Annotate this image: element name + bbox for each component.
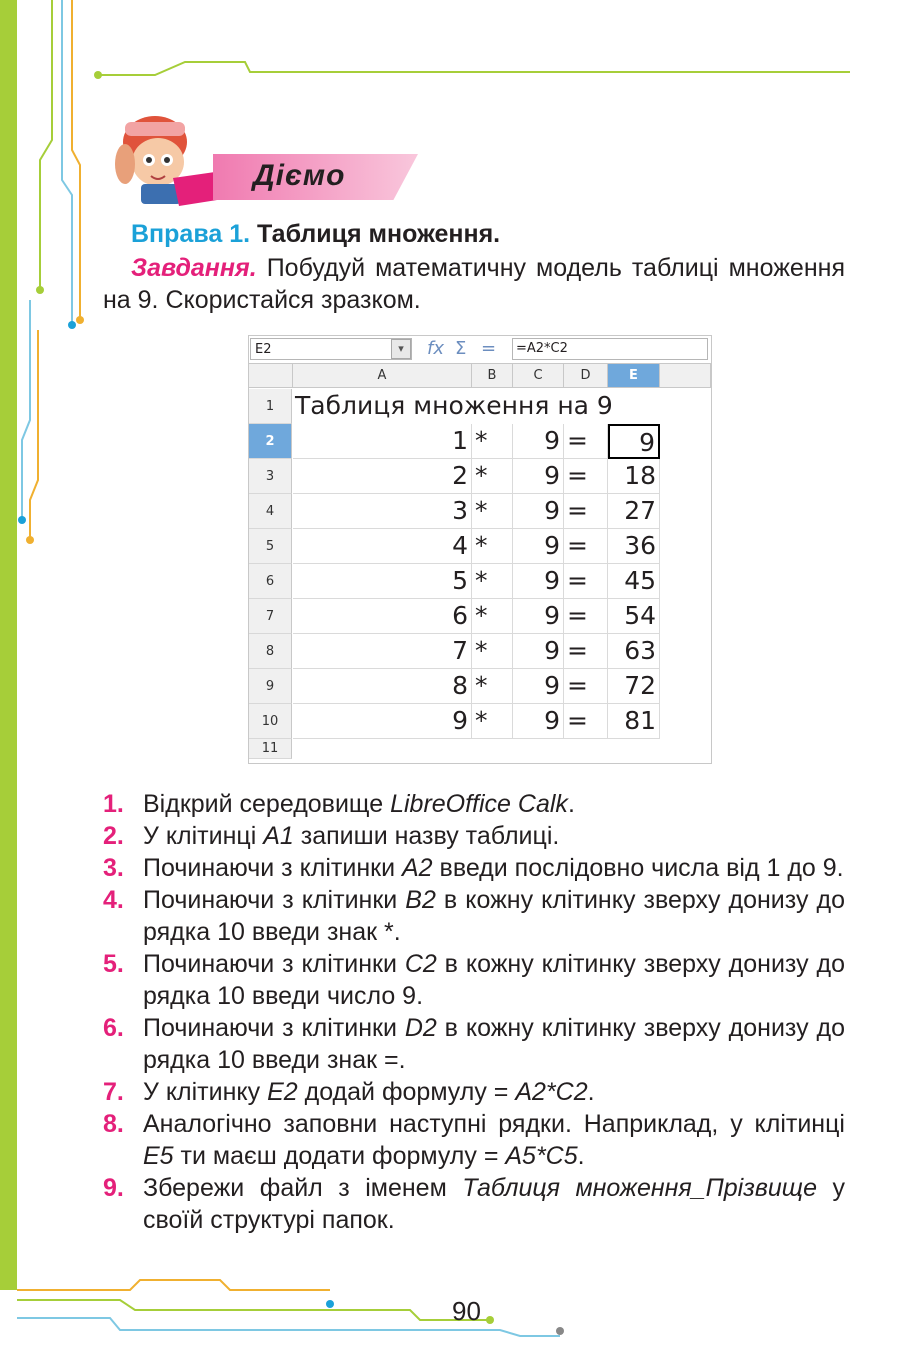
row-header-10[interactable]: 10 — [249, 704, 292, 739]
cell-a7[interactable]: 6 — [293, 599, 472, 634]
cell-d3[interactable]: = — [564, 459, 608, 494]
exercise-heading — [131, 220, 500, 249]
step-text — [143, 948, 845, 1012]
step-text — [143, 1076, 845, 1108]
row-header-2[interactable]: 2 — [249, 424, 292, 459]
row-header-5[interactable]: 5 — [249, 529, 292, 564]
step-item — [103, 1076, 845, 1108]
row-header-9[interactable]: 9 — [249, 669, 292, 704]
cell-d7[interactable]: = — [564, 599, 608, 634]
step-term: C2 — [404, 950, 437, 978]
step-number: 4. — [103, 886, 124, 914]
task-text: Побудуй математичну модель таблиці множення на 9. Скористайся зразком. — [103, 254, 845, 314]
step-text — [143, 1108, 845, 1172]
step-text-part: Аналогічно заповни наступні рядки. Наприклад, у клітинці — [143, 1110, 845, 1138]
cell-c9[interactable]: 9 — [513, 669, 564, 704]
cell-a9[interactable]: 8 — [293, 669, 472, 704]
cell-a10[interactable]: 9 — [293, 704, 472, 739]
step-text-part: в кожну клітинку зверху донизу до рядка 10 введи знак =. — [143, 1014, 845, 1074]
col-header-b[interactable]: B — [472, 364, 513, 388]
cell-d6[interactable]: = — [564, 564, 608, 599]
cell-a8[interactable]: 7 — [293, 634, 472, 669]
step-text-part: у своїй структурі папок. — [143, 1174, 845, 1234]
cell-a3[interactable]: 2 — [293, 459, 472, 494]
step-text-part: Відкрий середовище — [143, 790, 391, 818]
col-header-e[interactable]: E — [608, 364, 660, 388]
cell-b2[interactable]: * — [472, 424, 513, 459]
row-header-7[interactable]: 7 — [249, 599, 292, 634]
title-cell-a1[interactable]: Таблиця множення на 9 — [295, 391, 613, 420]
step-number: 7. — [103, 1078, 124, 1106]
cell-b7[interactable]: * — [472, 599, 513, 634]
cell-e5[interactable]: 36 — [608, 529, 660, 564]
step-text — [143, 852, 845, 884]
col-header-a[interactable]: A — [293, 364, 472, 388]
step-text-part: . — [587, 1078, 595, 1106]
row-header-11[interactable]: 11 — [249, 739, 292, 759]
col-header-f[interactable] — [660, 364, 711, 388]
step-term: LibreOffice Calk — [390, 790, 568, 818]
step-text-part: додай формулу = — [297, 1078, 516, 1106]
cell-a5[interactable]: 4 — [293, 529, 472, 564]
step-term: A5*C5 — [505, 1142, 578, 1170]
step-text-part: . — [567, 790, 575, 818]
cell-d8[interactable]: = — [564, 634, 608, 669]
step-number: 9. — [103, 1174, 124, 1202]
cell-e2[interactable]: 9 — [608, 424, 660, 459]
function-wizard-icon[interactable]: fx — [427, 338, 444, 359]
step-term: B2 — [405, 886, 436, 914]
cell-e6[interactable]: 45 — [608, 564, 660, 599]
formula-icons — [419, 338, 511, 360]
page-number: 90 — [452, 1296, 481, 1326]
step-text — [143, 820, 845, 852]
name-box[interactable]: E2 — [250, 338, 412, 360]
step-text-part: У клітинці — [143, 822, 264, 850]
cell-d5[interactable]: = — [564, 529, 608, 564]
step-term: A2*C2 — [515, 1078, 588, 1106]
step-text-part: в кожну клітинку зверху донизу до рядка 10 введи знак *. — [143, 886, 845, 946]
section-title: Діємо — [253, 159, 346, 192]
cell-a2[interactable]: 1 — [293, 424, 472, 459]
step-text-part: Починаючи з клітинки — [143, 1014, 405, 1042]
step-term: E2 — [267, 1078, 298, 1106]
step-text — [143, 788, 845, 820]
cell-c7[interactable]: 9 — [513, 599, 564, 634]
step-text-part: Починаючи з клітинки — [143, 950, 405, 978]
task-label: Завдання. — [131, 254, 257, 282]
cell-b4[interactable]: * — [472, 494, 513, 529]
exercise-number: Вправа 1. — [131, 220, 251, 248]
cell-e8[interactable]: 63 — [608, 634, 660, 669]
cell-d4[interactable]: = — [564, 494, 608, 529]
row-header-8[interactable]: 8 — [249, 634, 292, 669]
step-text — [143, 884, 845, 948]
step-item — [103, 852, 845, 884]
step-term: A2 — [402, 854, 433, 882]
cell-c10[interactable]: 9 — [513, 704, 564, 739]
formula-bar — [249, 336, 711, 364]
col-header-c[interactable]: C — [513, 364, 564, 388]
step-text-part: Починаючи з клітинки — [143, 886, 406, 914]
section-banner — [103, 112, 423, 212]
step-number: 6. — [103, 1014, 124, 1042]
step-text-part: ти маєш додати формулу = — [173, 1142, 506, 1170]
cell-c6[interactable]: 9 — [513, 564, 564, 599]
step-item — [103, 820, 845, 852]
step-item — [103, 788, 845, 820]
step-text — [143, 1172, 845, 1236]
cell-c5[interactable]: 9 — [513, 529, 564, 564]
step-item — [103, 1172, 845, 1236]
step-number: 2. — [103, 822, 124, 850]
step-number: 5. — [103, 950, 124, 978]
cell-d9[interactable]: = — [564, 669, 608, 704]
step-number: 3. — [103, 854, 124, 882]
cell-b5[interactable]: * — [472, 529, 513, 564]
row-header-6[interactable]: 6 — [249, 564, 292, 599]
cell-e9[interactable]: 72 — [608, 669, 660, 704]
step-text-part: Починаючи з клітинки — [143, 854, 402, 882]
chevron-down-icon[interactable]: ▾ — [391, 339, 411, 359]
step-text-part: У клітинку — [143, 1078, 268, 1106]
formula-icon[interactable]: = — [481, 338, 497, 359]
step-text-part: в кожну клітинку зверху донизу до рядка 10 введи число 9. — [143, 950, 845, 1010]
step-term: D2 — [404, 1014, 437, 1042]
row-header-4[interactable]: 4 — [249, 494, 292, 529]
cell-e7[interactable]: 54 — [608, 599, 660, 634]
cell-a4[interactable]: 3 — [293, 494, 472, 529]
cell-b6[interactable]: * — [472, 564, 513, 599]
cell-e10[interactable]: 81 — [608, 704, 660, 739]
step-item — [103, 884, 845, 948]
cell-e3[interactable]: 18 — [608, 459, 660, 494]
sum-icon[interactable]: Σ — [455, 338, 467, 359]
col-header-d[interactable]: D — [564, 364, 608, 388]
cell-e4[interactable]: 27 — [608, 494, 660, 529]
cell-d10[interactable]: = — [564, 704, 608, 739]
step-text — [143, 1012, 845, 1076]
step-term: Таблиця множення_Прізвище — [462, 1174, 817, 1202]
task-paragraph — [103, 252, 845, 316]
step-text-part: . — [577, 1142, 585, 1170]
cell-d2[interactable]: = — [564, 424, 608, 459]
spreadsheet-screenshot — [248, 335, 712, 764]
step-number: 8. — [103, 1110, 124, 1138]
steps-list — [103, 788, 845, 1236]
cell-b9[interactable]: * — [472, 669, 513, 704]
select-all-corner[interactable] — [249, 364, 293, 388]
cell-b3[interactable]: * — [472, 459, 513, 494]
step-term: A1 — [263, 822, 294, 850]
step-item — [103, 1108, 845, 1172]
step-number: 1. — [103, 790, 124, 818]
cell-b8[interactable]: * — [472, 634, 513, 669]
cell-c2[interactable]: 9 — [513, 424, 564, 459]
row-header-3[interactable]: 3 — [249, 459, 292, 494]
cell-c4[interactable]: 9 — [513, 494, 564, 529]
row-header-1[interactable]: 1 — [249, 389, 292, 424]
step-text-part: запиши назву таблиці. — [293, 822, 560, 850]
cell-c8[interactable]: 9 — [513, 634, 564, 669]
formula-input[interactable]: =A2*C2 — [512, 338, 708, 360]
step-term: E5 — [143, 1142, 174, 1170]
step-item — [103, 948, 845, 1012]
exercise-title: Таблиця множення. — [257, 220, 501, 248]
step-item — [103, 1012, 845, 1076]
step-text-part: Збережи файл з іменем — [143, 1174, 463, 1202]
cell-a6[interactable]: 5 — [293, 564, 472, 599]
cell-b10[interactable]: * — [472, 704, 513, 739]
cell-c3[interactable]: 9 — [513, 459, 564, 494]
step-text-part: введи послідовно числа від 1 до 9. — [432, 854, 844, 882]
